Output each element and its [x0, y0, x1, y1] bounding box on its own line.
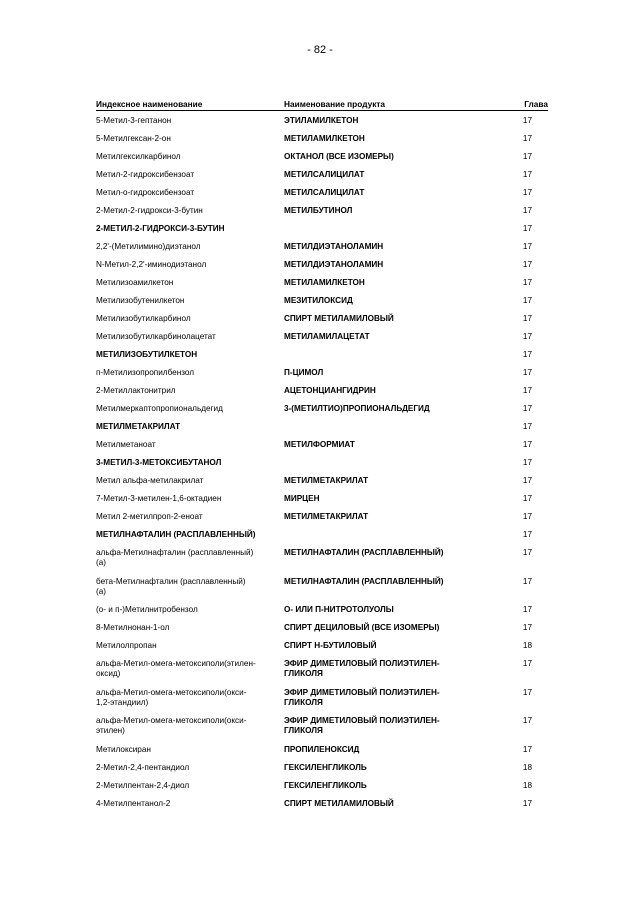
- chapter-cell: 17: [522, 659, 532, 668]
- index-name-cell: N-Метил-2,2'-иминодиэтанол: [96, 260, 207, 269]
- chapter-cell: 17: [522, 296, 532, 305]
- chapter-cell: 17: [522, 440, 532, 449]
- product-name-cell: СПИРТ МЕТИЛАМИЛОВЫЙ: [284, 798, 394, 808]
- table-row: [96, 278, 548, 296]
- product-name-cell: АЦЕТОНЦИАНГИДРИН: [284, 386, 376, 395]
- table-row: [96, 548, 548, 577]
- table-row: [96, 134, 548, 152]
- index-name-cell: 2,2'-(Метилимино)диэтанол: [96, 242, 201, 251]
- product-name-cell: [284, 530, 500, 548]
- table-row: [96, 332, 548, 350]
- chapter-cell: 17: [522, 314, 532, 323]
- index-name-cell: Метилоксиран: [96, 744, 151, 754]
- index-name-cell: 2-Метиллактонитрил: [96, 386, 176, 395]
- chapter-cell: 17: [522, 687, 532, 697]
- chapter-cell: 17: [522, 368, 532, 377]
- product-name-cell: СПИРТ Н-БУТИЛОВЫЙ: [284, 641, 377, 650]
- index-name-cell: Метил-о-гидроксибензоат: [96, 188, 195, 197]
- table-header: [96, 96, 548, 111]
- table-row: [96, 577, 548, 606]
- chapter-cell: 17: [522, 260, 532, 269]
- product-name-cell: МЕТИЛФОРМИАТ: [284, 440, 355, 449]
- product-name-cell: ЭФИР ДИМЕТИЛОВЫЙ ПОЛИЭТИЛЕН- ГЛИКОЛЯ: [284, 659, 440, 678]
- table-row: [96, 206, 548, 224]
- table-row: [96, 422, 548, 440]
- index-name-cell: Метилизобутилкарбинол: [96, 314, 191, 323]
- table-row: [96, 688, 548, 717]
- header-index-name: Индексное наименование: [96, 99, 203, 109]
- chapter-cell: 18: [522, 762, 532, 772]
- chapter-cell: 17: [522, 422, 532, 431]
- index-name-cell: альфа-Метил-омега-метоксиполи(окси- этилен): [96, 716, 247, 735]
- chapter-cell: 17: [522, 494, 532, 503]
- table-row: [96, 512, 548, 530]
- table-row: [96, 745, 548, 763]
- table-row: [96, 799, 548, 817]
- product-name-cell: [284, 350, 500, 368]
- table-row: [96, 260, 548, 278]
- product-name-cell: МЕТИЛАМИЛКЕТОН: [284, 134, 365, 143]
- table-row: [96, 116, 548, 134]
- index-name-cell: 5-Метилгексан-2-он: [96, 134, 171, 143]
- product-name-cell: ГЕКСИЛЕНГЛИКОЛЬ: [284, 762, 367, 772]
- table-row: [96, 494, 548, 512]
- index-name-cell: Метил-2-гидроксибензоат: [96, 170, 195, 179]
- chapter-cell: 17: [522, 386, 532, 395]
- index-name-cell: п-Метилизопропилбензол: [96, 368, 195, 377]
- index-name-cell: Метил 2-метилпроп-2-еноат: [96, 512, 203, 521]
- chapter-cell: 18: [522, 641, 532, 650]
- index-name-cell: Метил альфа-метилакрилат: [96, 476, 204, 485]
- chapter-cell: 17: [522, 278, 532, 287]
- chapter-cell: 17: [522, 170, 532, 179]
- product-name-cell: О- ИЛИ П-НИТРОТОЛУОЛЫ: [284, 605, 394, 614]
- table-row: [96, 170, 548, 188]
- product-name-cell: МЕТИЛАМИЛКЕТОН: [284, 278, 365, 287]
- table-row: [96, 716, 548, 745]
- index-name-cell: Метилмеркаптопропиональдегид: [96, 404, 223, 413]
- index-name-cell: альфа-Метил-омега-метоксиполи(этилен- оксид): [96, 659, 256, 678]
- table-row: [96, 296, 548, 314]
- chapter-cell: 17: [522, 134, 532, 143]
- table-body: [96, 116, 548, 817]
- table-row: [96, 641, 548, 659]
- product-name-cell: ГЕКСИЛЕНГЛИКОЛЬ: [284, 780, 367, 790]
- index-name-cell: Метилизобутилкарбинолацетат: [96, 332, 216, 341]
- product-name-cell: МИРЦЕН: [284, 494, 320, 503]
- product-name-cell: МЕТИЛМЕТАКРИЛАТ: [284, 476, 369, 485]
- index-name-cell: 2-Метил-2,4-пентандиол: [96, 762, 190, 772]
- chapter-cell: 17: [522, 623, 532, 632]
- chapter-cell: 17: [522, 605, 532, 614]
- index-name-cell: МЕТИЛМЕТАКРИЛАТ: [96, 422, 181, 431]
- table-row: [96, 224, 548, 242]
- product-name-cell: [284, 422, 500, 440]
- index-name-cell: (о- и п-)Метилнитробензол: [96, 605, 198, 614]
- product-name-cell: МЕТИЛДИЭТАНОЛАМИН: [284, 242, 384, 251]
- table-row: [96, 314, 548, 332]
- index-name-cell: 7-Метил-3-метилен-1,6-октадиен: [96, 494, 222, 503]
- chapter-cell: 17: [522, 512, 532, 521]
- chapter-cell: 17: [522, 188, 532, 197]
- header-chapter: Глава: [524, 99, 548, 109]
- chapter-cell: 17: [522, 548, 532, 557]
- product-name-cell: СПИРТ ДЕЦИЛОВЫЙ (ВСЕ ИЗОМЕРЫ): [284, 623, 440, 632]
- index-name-cell: 2-Метилпентан-2,4-диол: [96, 780, 190, 790]
- product-name-cell: МЕТИЛНАФТАЛИН (РАСПЛАВЛЕННЫЙ): [284, 548, 444, 557]
- index-name-cell: Метилизобутенилкетон: [96, 296, 185, 305]
- table-row: [96, 659, 548, 688]
- product-name-cell: [284, 458, 500, 476]
- table-row: [96, 368, 548, 386]
- index-table: [96, 96, 548, 817]
- product-name-cell: ОКТАНОЛ (ВСЕ ИЗОМЕРЫ): [284, 152, 394, 161]
- product-name-cell: МЕТИЛМЕТАКРИЛАТ: [284, 512, 369, 521]
- index-name-cell: 4-Метилпентанол-2: [96, 798, 171, 808]
- index-name-cell: бета-Метилнафталин (расплавленный) (а): [96, 576, 246, 596]
- index-name-cell: МЕТИЛНАФТАЛИН (РАСПЛАВЛЕННЫЙ): [96, 530, 256, 539]
- index-name-cell: 3-МЕТИЛ-3-МЕТОКСИБУТАНОЛ: [96, 458, 222, 467]
- chapter-cell: 17: [522, 350, 532, 359]
- chapter-cell: 18: [522, 780, 532, 790]
- chapter-cell: 17: [522, 332, 532, 341]
- product-name-cell: ЭФИР ДИМЕТИЛОВЫЙ ПОЛИЭТИЛЕН- ГЛИКОЛЯ: [284, 716, 440, 735]
- product-name-cell: МЕТИЛНАФТАЛИН (РАСПЛАВЛЕННЫЙ): [284, 576, 444, 586]
- table-row: [96, 386, 548, 404]
- chapter-cell: 17: [522, 404, 532, 413]
- index-name-cell: альфа-Метилнафталин (расплавленный) (а): [96, 548, 254, 567]
- table-row: [96, 440, 548, 458]
- table-row: [96, 530, 548, 548]
- table-row: [96, 623, 548, 641]
- product-name-cell: МЕЗИТИЛОКСИД: [284, 296, 353, 305]
- chapter-cell: 17: [522, 152, 532, 161]
- table-row: [96, 458, 548, 476]
- chapter-cell: 17: [522, 476, 532, 485]
- product-name-cell: [284, 224, 500, 242]
- product-name-cell: П-ЦИМОЛ: [284, 368, 324, 377]
- chapter-cell: 17: [522, 716, 532, 725]
- page-number: - 82 -: [307, 44, 333, 56]
- product-name-cell: МЕТИЛАМИЛАЦЕТАТ: [284, 332, 370, 341]
- table-row: [96, 188, 548, 206]
- table-row: [96, 404, 548, 422]
- product-name-cell: ПРОПИЛЕНОКСИД: [284, 744, 360, 754]
- chapter-cell: 17: [522, 458, 532, 467]
- chapter-cell: 17: [522, 242, 532, 251]
- table-row: [96, 605, 548, 623]
- index-name-cell: 8-Метилнонан-1-ол: [96, 623, 170, 632]
- chapter-cell: 17: [522, 798, 532, 808]
- index-name-cell: Метилгексилкарбинол: [96, 152, 181, 161]
- table-row: [96, 763, 548, 781]
- index-name-cell: альфа-Метил-омега-метоксиполи(окси- 1,2-этандиил): [96, 687, 247, 707]
- product-name-cell: МЕТИЛСАЛИЦИЛАТ: [284, 170, 365, 179]
- product-name-cell: МЕТИЛДИЭТАНОЛАМИН: [284, 260, 384, 269]
- product-name-cell: МЕТИЛСАЛИЦИЛАТ: [284, 188, 365, 197]
- product-name-cell: МЕТИЛБУТИНОЛ: [284, 206, 353, 215]
- index-name-cell: Метилметаноат: [96, 440, 156, 449]
- product-name-cell: ЭФИР ДИМЕТИЛОВЫЙ ПОЛИЭТИЛЕН- ГЛИКОЛЯ: [284, 687, 440, 707]
- index-name-cell: Метилизоамилкетон: [96, 278, 174, 287]
- product-name-cell: 3-(МЕТИЛТИО)ПРОПИОНАЛЬДЕГИД: [284, 404, 430, 413]
- table-row: [96, 350, 548, 368]
- index-name-cell: 2-Метил-2-гидрокси-3-бутин: [96, 206, 203, 215]
- table-row: [96, 152, 548, 170]
- index-name-cell: 5-Метил-3-гептанон: [96, 116, 172, 125]
- chapter-cell: 17: [522, 744, 532, 754]
- header-product-name: Наименование продукта: [284, 99, 386, 109]
- index-name-cell: 2-МЕТИЛ-2-ГИДРОКСИ-3-БУТИН: [96, 224, 225, 233]
- chapter-cell: 17: [522, 116, 532, 125]
- product-name-cell: СПИРТ МЕТИЛАМИЛОВЫЙ: [284, 314, 394, 323]
- chapter-cell: 17: [522, 206, 532, 215]
- chapter-cell: 17: [522, 576, 532, 586]
- chapter-cell: 17: [522, 530, 532, 539]
- index-name-cell: Метилолпропан: [96, 641, 157, 650]
- chapter-cell: 17: [522, 224, 532, 233]
- product-name-cell: ЭТИЛАМИЛКЕТОН: [284, 116, 359, 125]
- table-row: [96, 476, 548, 494]
- index-name-cell: МЕТИЛИЗОБУТИЛКЕТОН: [96, 350, 198, 359]
- table-row: [96, 242, 548, 260]
- table-row: [96, 781, 548, 799]
